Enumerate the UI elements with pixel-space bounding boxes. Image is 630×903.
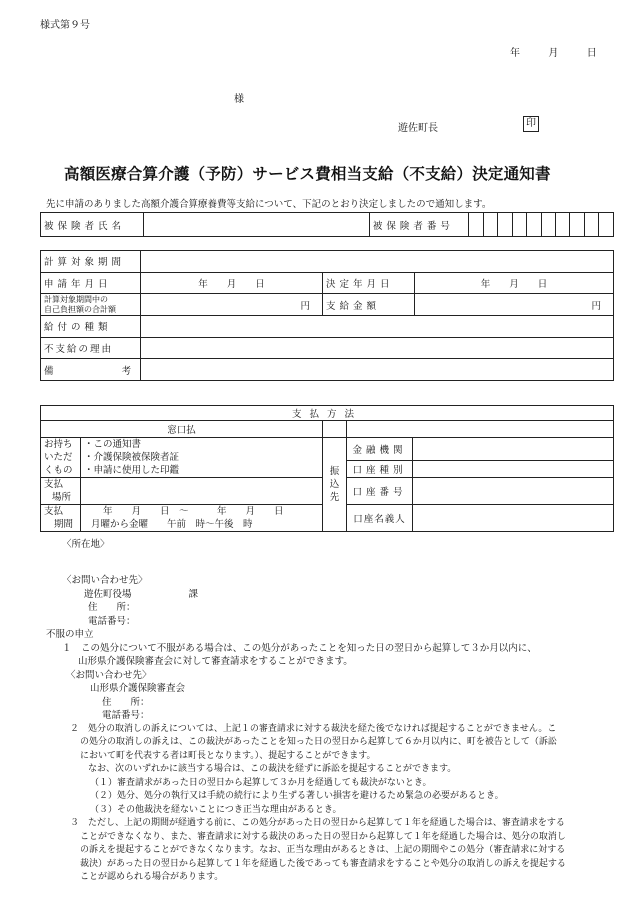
transfer-label-char: 振 [329, 466, 340, 477]
bring-label-line1: お持ち [44, 439, 73, 450]
period-value[interactable] [141, 251, 614, 273]
bring-items-list [81, 438, 323, 478]
phone-line: 電話番号： [102, 710, 150, 721]
bring-item: ・申請に使用した印鑑 [84, 465, 180, 476]
bring-label-line2: いただ [44, 452, 73, 463]
insured-name-value[interactable] [144, 213, 369, 237]
non-payment-reason-value[interactable] [141, 337, 614, 359]
address-line: 住 所： [88, 602, 136, 613]
application-date-value[interactable]: 年 月 日 [141, 272, 323, 294]
insured-number-digit[interactable] [584, 213, 598, 237]
payment-amount-value[interactable]: 円 [415, 294, 614, 316]
item3-line1: ３ ただし、上記の期間が経過する前に、この処分があった日の翌日から起算して１年を経過した場合は、審査請求をする [70, 818, 565, 828]
issue-date [510, 44, 597, 59]
insured-number-label: 被保険者番号 [369, 213, 468, 237]
insured-number-digit[interactable] [512, 213, 526, 237]
non-payment-reason-label: 不支給の理由 [41, 337, 141, 359]
application-date-label: 申請年月日 [41, 272, 141, 294]
payment-place-value[interactable] [81, 478, 323, 505]
lead-text: 先に申請のありました高額介護合算療養費等支給について、下記のとおり決定しましたので通知します。 [46, 199, 492, 210]
period-label-line1: 支払 [44, 506, 64, 517]
bring-item: ・この通知書 [84, 439, 142, 450]
date-month: 月 [548, 48, 559, 59]
account-number-label: 口座番号 [347, 478, 413, 505]
place-label-line2: 場所 [52, 492, 72, 503]
bank-label: 金融機関 [347, 438, 413, 461]
copay-label-line1: 計算対象期間中の [44, 294, 108, 304]
remarks-label-1: 備 [44, 365, 54, 377]
payment-method-header: 支払方法 [41, 406, 614, 421]
bring-items-label [41, 438, 81, 478]
payment-place-label [41, 478, 81, 505]
item1-line1: １ この処分について不服がある場合は、この処分があったことを知った日の翌日から起算して３か月以内に、 [62, 642, 537, 654]
account-type-label: 口座種別 [347, 461, 413, 478]
item2-sub1: （１）審査請求があった日の翌日から起算して３か月を経過しても裁決がないとき。 [90, 777, 432, 788]
office-line: 遊佐町役場 課 [84, 588, 199, 600]
issuer-name: 遊佐町長 [398, 123, 438, 134]
item3-line4: 裁決）があった日の翌日から起算して１年を経過した後であっても審査請求をすることや処分の取消しの訴えを提起する [80, 858, 566, 869]
transfer-label-char: 込 [329, 479, 340, 490]
copay-label-line2: 自己負担額の合計額 [44, 304, 116, 314]
item2-sub3: （３）その他裁決を経ないことにつき正当な理由があるとき。 [90, 804, 342, 815]
insured-number-digit[interactable] [570, 213, 584, 237]
bring-label-line3: くもの [44, 465, 73, 476]
item2-sub2: （２）処分、処分の執行又は手続の続行により生ずる著しい損害を避けるため緊急の必要があるとき。 [90, 791, 504, 801]
transfer-label-char: 先 [329, 492, 340, 503]
address-heading: 〈所在地〉 [62, 539, 110, 550]
bring-item: ・介護保険被保険者証 [84, 452, 180, 463]
period-label: 計算対象期間 [41, 251, 141, 273]
seal-mark: 印 [523, 116, 539, 132]
item2-line4: なお、次のいずれかに該当する場合は、この裁決を経ずに訴訟を提起することができます。 [88, 764, 457, 774]
benefit-type-label: 給付の種類 [41, 316, 141, 338]
account-holder-value[interactable] [413, 505, 614, 532]
document-title: 高額医療合算介護（予防）サービス費相当支給（不支給）決定通知書 [64, 164, 551, 183]
recipient-suffix: 様 [234, 94, 244, 105]
insured-number-digit[interactable] [498, 213, 512, 237]
item3-line2: ことができなくなり、また、審査請求に対する裁決のあった日の翌日から起算して１年を経過した場合は、処分の取消し [80, 831, 566, 842]
objection-section [46, 628, 566, 885]
period-hours: 月曜から金曜 午前 時〜午後 時 [91, 519, 253, 530]
remarks-value[interactable] [141, 359, 614, 381]
remarks-label-2: 考 [121, 365, 132, 377]
insured-number-digit[interactable] [599, 213, 614, 237]
counter-payment-header: 窓口払 [41, 421, 323, 438]
account-type-value[interactable] [413, 461, 614, 478]
item3-line3: の訴えを提起することができなくなります。なお、正当な理由があるときは、上記の期間やこの処分（審査請求に対する [80, 845, 566, 855]
date-year: 年 [510, 48, 520, 59]
insured-number-digit[interactable] [541, 213, 555, 237]
copay-value[interactable]: 円 [141, 294, 323, 316]
benefit-type-value[interactable] [141, 316, 614, 338]
period-label-line2: 期間 [54, 519, 74, 530]
insured-number-digit[interactable] [483, 213, 497, 237]
place-label-line1: 支払 [44, 479, 64, 490]
copay-label [41, 294, 141, 316]
insured-number-digit[interactable] [469, 213, 483, 237]
insured-number-digit[interactable] [555, 213, 569, 237]
remarks-label [41, 359, 141, 381]
address-line: 住 所： [102, 696, 150, 708]
phone-line: 電話番号： [88, 615, 136, 627]
form-number: 様式第９号 [40, 20, 90, 31]
inquiry-label: 〈お問い合わせ先〉 [66, 669, 152, 681]
objection-header: 不服の申立 [46, 629, 94, 640]
details-table [40, 250, 614, 381]
item2-line2: の処分の取消しの訴えは、この裁決があったことを知った日の翌日から起算して６か月以内に、町を被告として（訴訟 [80, 737, 557, 747]
decision-date-label: 決定年月日 [323, 272, 415, 294]
transfer-top-cell [347, 421, 614, 438]
account-number-value[interactable] [413, 478, 614, 505]
inquiry-label: 〈お問い合わせ先〉 [62, 575, 148, 586]
inquiry-block-1 [62, 574, 198, 628]
bank-value[interactable] [413, 438, 614, 461]
period-dates: 年 月 日 〜 年 月 日 [103, 506, 284, 517]
decision-date-value[interactable]: 年 月 日 [415, 272, 614, 294]
payment-period-value[interactable] [81, 505, 323, 532]
item1-line2: 山形県介護保険審査会に対して審査請求をすることができます。 [78, 656, 353, 667]
payment-table [40, 405, 614, 532]
date-day: 日 [586, 48, 597, 59]
transfer-label [323, 438, 347, 532]
item2-line3: において町を代表する者は町長となります。）、提起することができます。 [80, 750, 376, 761]
insured-name-label: 被保険者氏名 [41, 213, 144, 237]
payment-amount-label: 支給金額 [323, 294, 415, 316]
insured-table [40, 212, 614, 237]
transfer-blank-cell [323, 421, 347, 438]
account-holder-label: 口座名義人 [347, 505, 413, 532]
payment-period-label [41, 505, 81, 532]
insured-number-digit[interactable] [527, 213, 541, 237]
item2-line1: ２ 処分の取消しの訴えについては、上記１の審査請求に対する裁決を経た後でなければ提起することができません。こ [70, 723, 557, 734]
item3-line5: ことが認められる場合があります。 [80, 872, 224, 882]
committee-line: 山形県介護保険審査会 [90, 683, 186, 694]
